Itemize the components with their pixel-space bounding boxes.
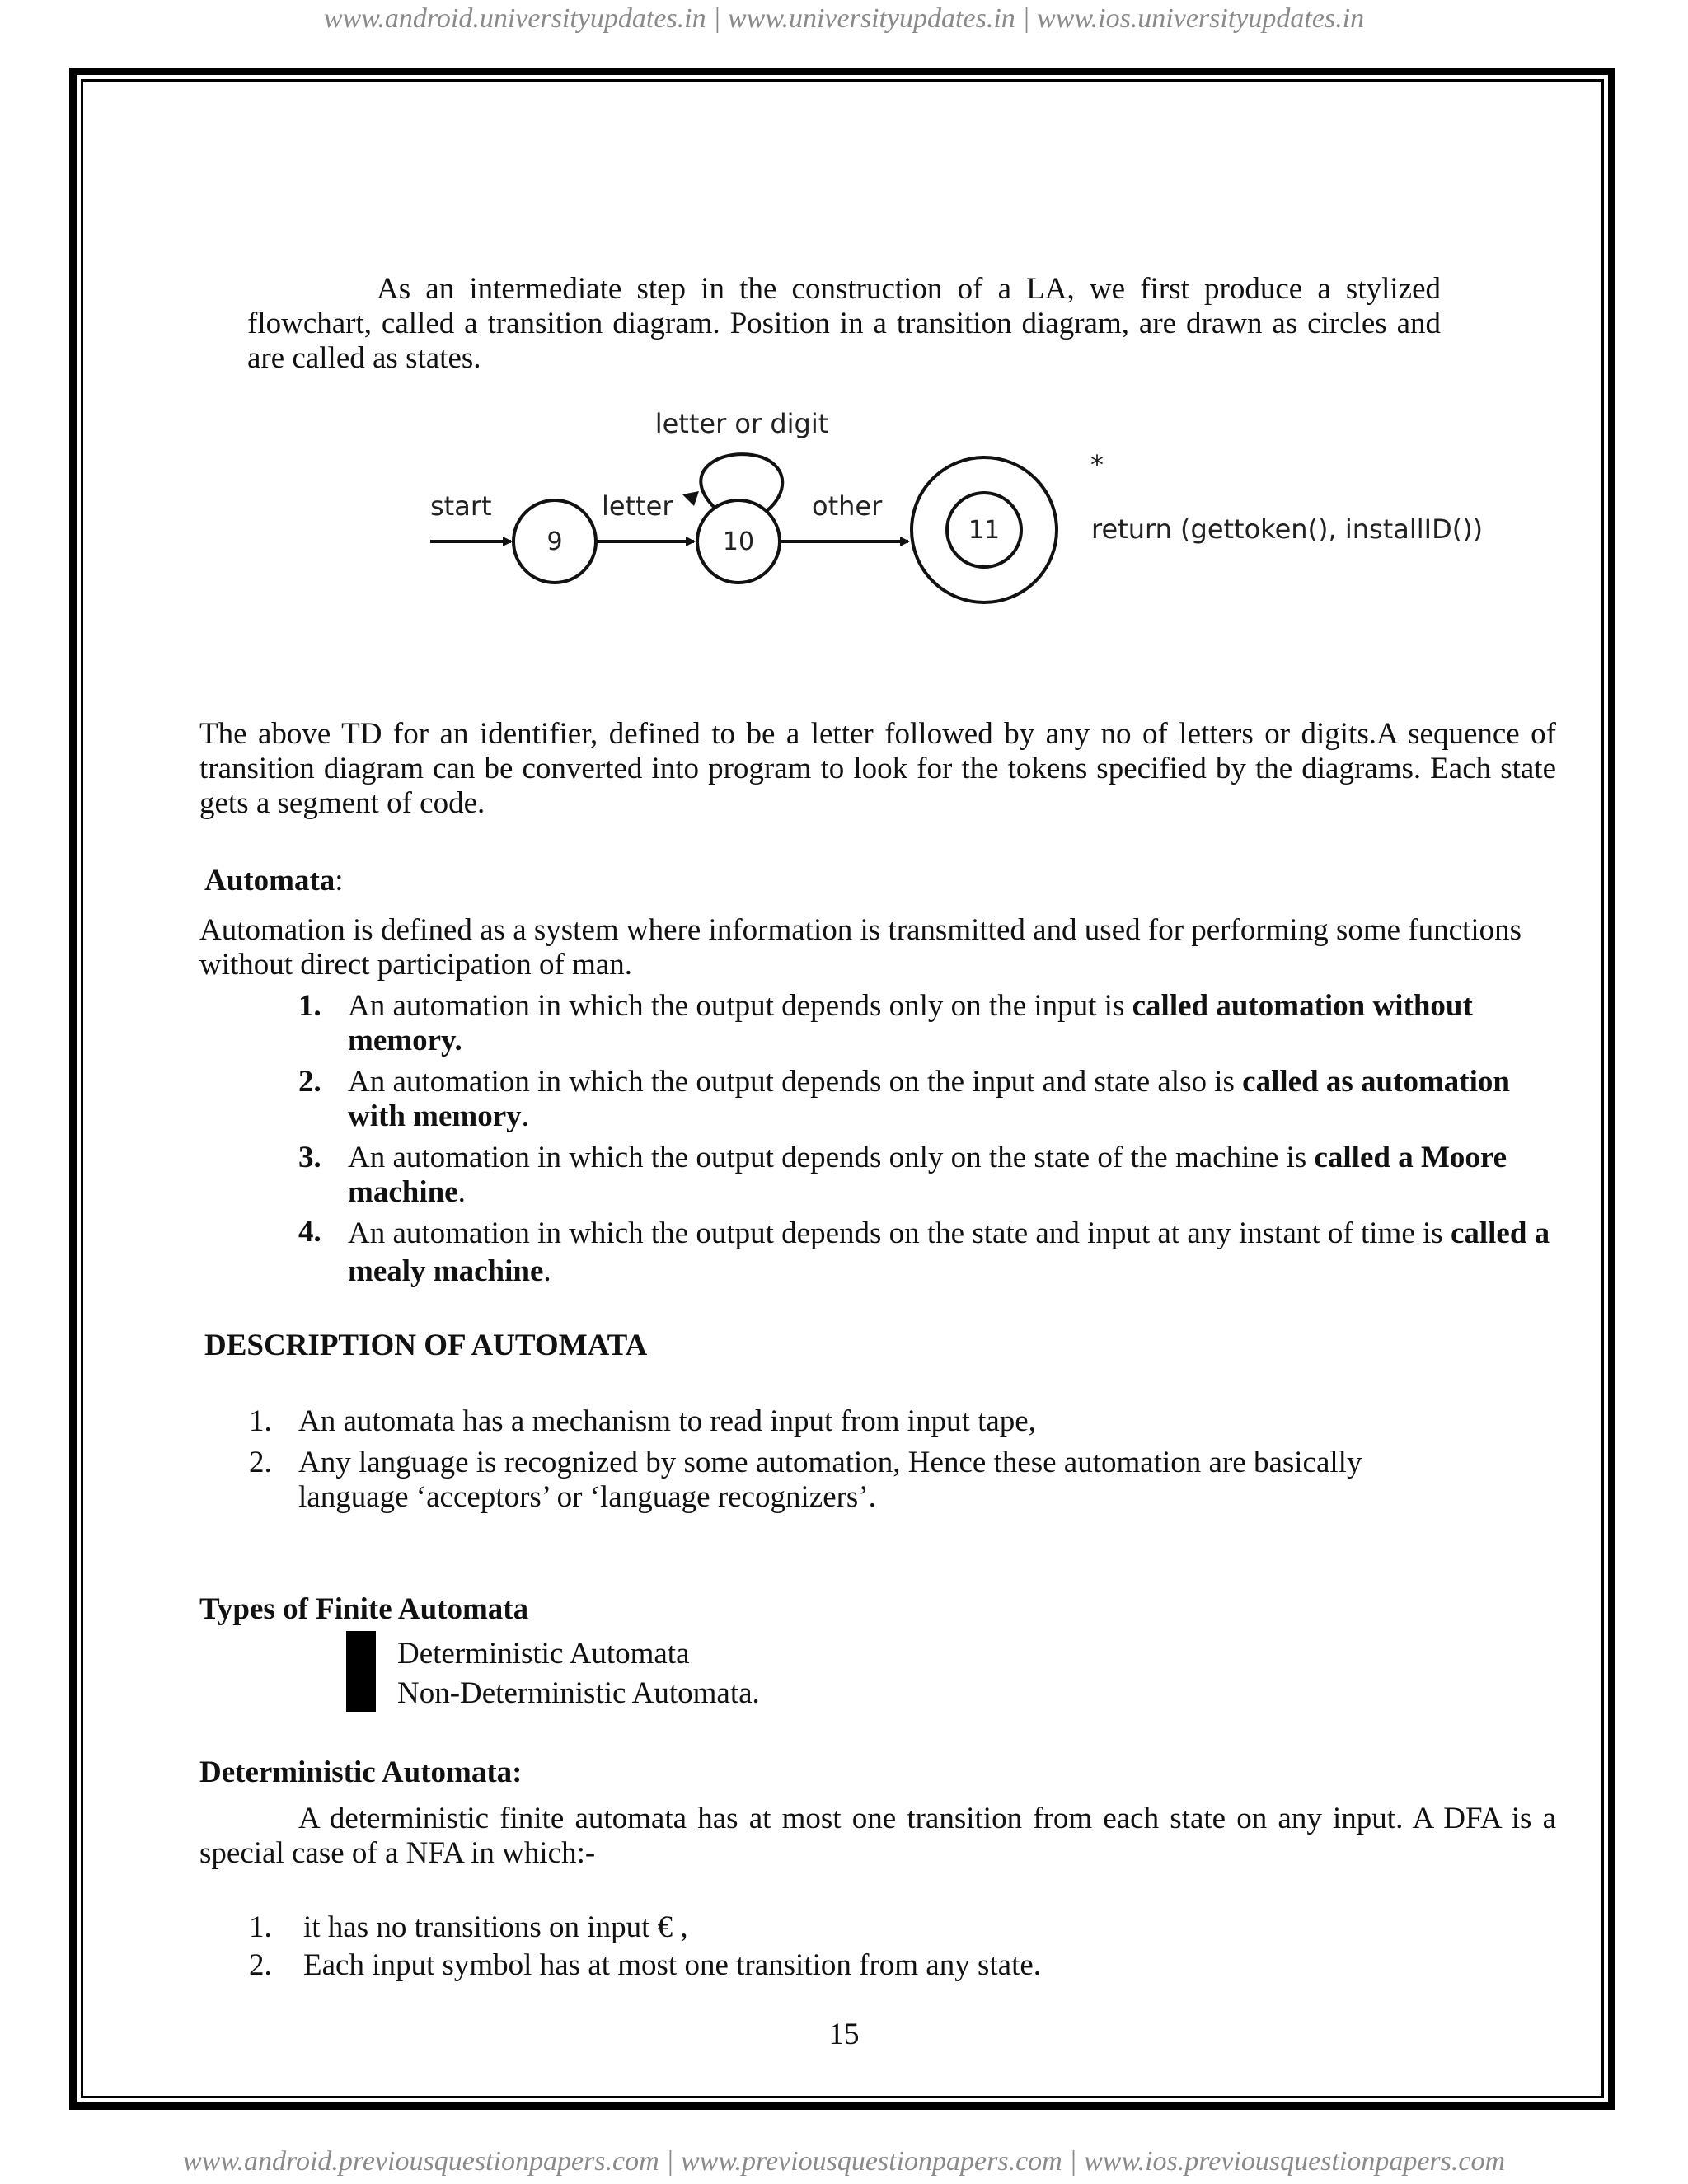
action-label: return (gettoken(), installID()) xyxy=(1091,513,1484,545)
automata-heading xyxy=(204,864,344,898)
transition-diagram xyxy=(0,0,1688,659)
self-loop-arrowhead xyxy=(682,491,699,506)
state-11-label: 11 xyxy=(968,516,1001,545)
list-number: 4. xyxy=(298,1215,321,1249)
automata-heading-text: Automata xyxy=(204,864,335,898)
list-item-text: An automation in which the output depends only on the input is called automation without memory. xyxy=(348,989,1473,1057)
star-label: * xyxy=(1090,449,1104,480)
edge2-label: other xyxy=(812,490,883,522)
list-item-text: An automata has a mechanism to read input from input tape, xyxy=(298,1404,1036,1438)
intro-paragraph: As an intermediate step in the construction of a LA, we first produce a stylized flowchart, called a transition diagram. Position in a transition diagram, are drawn as circles and are called as states. xyxy=(247,272,1441,375)
watermark-bottom: www.android.previousquestionpapers.com | www.previousquestionpapers.com | www.ios.previousquestionpapers.com xyxy=(182,2146,1506,2177)
loop-label: letter or digit xyxy=(654,408,829,439)
types-list-item: Non-Deterministic Automata. xyxy=(397,1676,760,1710)
state-9-label: 9 xyxy=(546,527,563,556)
list-number: 2. xyxy=(249,1948,272,1982)
td-paragraph: The above TD for an identifier, defined to be a letter followed by any no of letters or digits.A sequence of transition diagram can be converted into program to look for the tokens specified by the diagrams. Each state gets a segment of code. xyxy=(199,717,1556,820)
list-item-text: An automation in which the output depends only on the state of the machine is called a Moore machine. xyxy=(348,1141,1507,1209)
list-number: 2. xyxy=(249,1446,272,1479)
list-number: 3. xyxy=(298,1141,321,1174)
page-number: 15 xyxy=(828,2018,860,2051)
list-item-text: Each input symbol has at most one transition from any state. xyxy=(303,1948,1042,1982)
list-number: 1. xyxy=(249,1404,272,1438)
types-list-item: Deterministic Automata xyxy=(397,1637,690,1671)
description-heading: DESCRIPTION OF AUTOMATA xyxy=(204,1329,648,1362)
state-10-label: 10 xyxy=(722,527,755,556)
edge1-label: letter xyxy=(602,490,673,522)
dfa-paragraph: A deterministic finite automata has at most one transition from each state on any input. A DFA is a special case of a NFA in which:- xyxy=(199,1802,1556,1870)
list-number: 1. xyxy=(249,1910,272,1944)
self-loop-arrow xyxy=(701,454,782,511)
types-heading: Types of Finite Automata xyxy=(199,1592,529,1626)
automata-heading-colon: : xyxy=(335,864,344,898)
list-item-text: Any language is recognized by some automation, Hence these automation are basically language ‘acceptors’ or ‘language recognizers’. xyxy=(298,1446,1362,1514)
list-number: 1. xyxy=(298,989,321,1023)
bullet-bar xyxy=(346,1631,376,1712)
list-item-text: it has no transitions on input € , xyxy=(303,1910,688,1944)
watermark-top: www.android.universityupdates.in | www.universityupdates.in | www.ios.universityupdates.in xyxy=(323,3,1365,34)
dfa-heading: Deterministic Automata: xyxy=(199,1755,523,1789)
list-number: 2. xyxy=(298,1065,321,1099)
automation-definition: Automation is defined as a system where information is transmitted and used for performing some functions without direct participation of man. xyxy=(199,913,1522,982)
start-label: start xyxy=(430,490,492,522)
list-item-text: An automation in which the output depends on the input and state also is called as automation with memory. xyxy=(348,1065,1510,1133)
list-item-text: An automation in which the output depends on the state and input at any instant of time is called a mealy machine. xyxy=(348,1216,1550,1288)
